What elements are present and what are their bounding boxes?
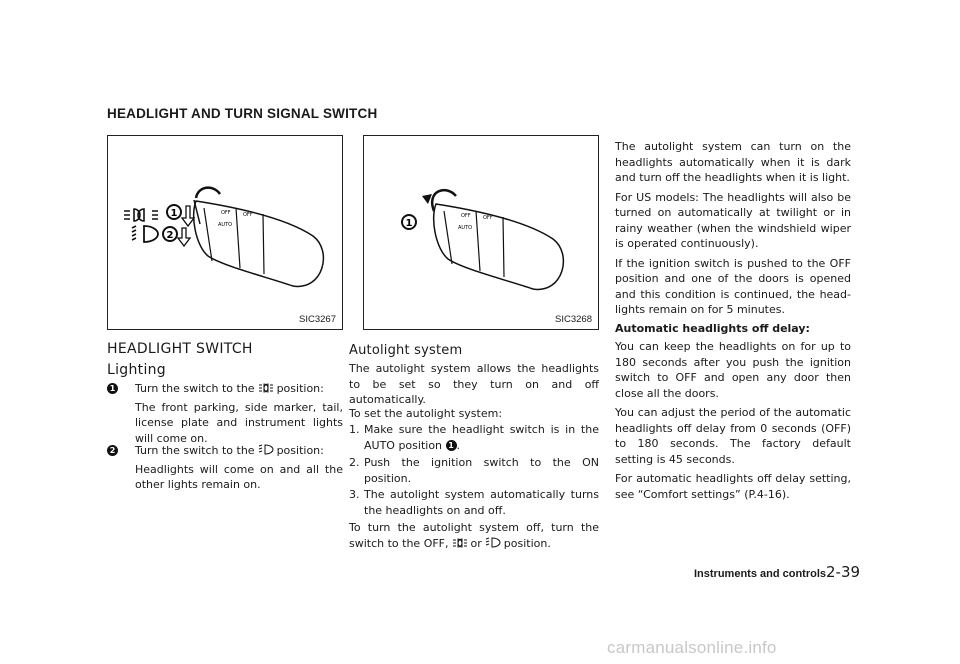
callout-1 — [402, 215, 416, 229]
autolight-off-instructions: To turn the autolight system off, turn the switch to the OFF, or position. — [349, 520, 599, 552]
footer-section-label: Instruments and controls — [694, 568, 827, 580]
lever-label-off-2: OFF — [483, 215, 493, 221]
arrow-head-icon — [422, 194, 432, 204]
svg-text:1: 1 — [405, 218, 413, 229]
paragraph: For US models: The headlights will also be turned on automatically at twilight or in rainy weather (when the windshield wiper is operated continuously). — [615, 190, 851, 250]
delay-heading: Automatic headlights off delay: — [615, 321, 810, 335]
autolight-details — [615, 139, 851, 502]
parking-lamp-icon — [452, 537, 468, 553]
callout-1 — [167, 205, 181, 219]
lever-label-off-2: OFF — [243, 212, 253, 218]
autolight-switch-illustration — [364, 136, 598, 329]
item-2-body: Headlights will come on and all the other lights remain on. — [135, 462, 343, 491]
badge-1: 1 — [107, 383, 118, 394]
lighting-item-2 — [107, 443, 343, 493]
headlight-icon — [258, 444, 274, 460]
figure-code: SIC3268 — [555, 314, 592, 325]
autolight-intro: The autolight system allows the headlights to be set so they turn on and off automatically. — [349, 362, 599, 406]
autolight-setup: To set the autolight system: — [349, 407, 503, 420]
item-2-instruction: Turn the switch to the position: — [135, 443, 343, 460]
badge-1: 1 — [446, 440, 457, 451]
paragraph: You can adjust the period of the automatic headlights off delay from 0 seconds (OFF) to 180 seconds. The factory default setting is 45 seconds. — [615, 406, 851, 466]
step-3: 3. The autolight system automatically turns the headlights on and off. — [349, 488, 599, 517]
headlight-switch-heading: HEADLIGHT SWITCH — [107, 341, 253, 357]
lever-label-auto: AUTO — [458, 225, 473, 231]
parking-lamp-icon — [258, 382, 274, 398]
headlight-switch-illustration — [108, 136, 342, 329]
figure-code: SIC3267 — [299, 314, 336, 325]
headlight-icon — [485, 537, 501, 553]
badge-2: 2 — [107, 445, 118, 456]
watermark: carmanualsonline.info — [607, 638, 777, 657]
page-number: 2-39 — [826, 563, 861, 581]
item-1-body: The front parking, side marker, tail, license plate and instrument lights will come on. — [135, 400, 343, 445]
lever-label-off: OFF — [221, 210, 231, 216]
item-1-instruction: Turn the switch to the position: — [135, 381, 343, 398]
svg-text:1: 1 — [170, 208, 178, 219]
step-2: 2. Push the ignition switch to the ON position. — [349, 456, 599, 485]
lever-label-auto: AUTO — [218, 222, 233, 228]
figure-autolight-switch — [363, 135, 599, 330]
lever-label-off: OFF — [461, 213, 471, 219]
figure-headlight-switch — [107, 135, 343, 330]
autolight-heading: Autolight system — [349, 343, 463, 358]
headlight-icon — [132, 226, 158, 242]
paragraph: The autolight system can turn on the headlights automatically when it is dark and turn off the headlights when it is light. — [615, 140, 851, 184]
parking-lamp-icon — [124, 209, 158, 221]
down-arrow-icon — [178, 228, 190, 246]
lighting-subheading: Lighting — [107, 362, 166, 378]
svg-text:2: 2 — [166, 230, 174, 241]
callout-2 — [163, 227, 177, 241]
paragraph: If the ignition switch is pushed to the OFF position and one of the doors is opened and this condition is continued, the head-lights remain on for 5 minutes. — [615, 256, 851, 316]
down-arrow-icon — [182, 206, 194, 226]
paragraph: You can keep the headlights on for up to 180 seconds after you push the ignition switch to OFF and open any door then close all the doors. — [615, 340, 851, 400]
section-title: HEADLIGHT AND TURN SIGNAL SWITCH — [107, 106, 378, 121]
paragraph: For automatic headlights off delay setting, see “Comfort settings” (P.4-16). — [615, 472, 851, 501]
step-1: 1. Make sure the headlight switch is in the AUTO position 1 . — [349, 423, 599, 452]
lighting-item-1 — [107, 381, 343, 446]
